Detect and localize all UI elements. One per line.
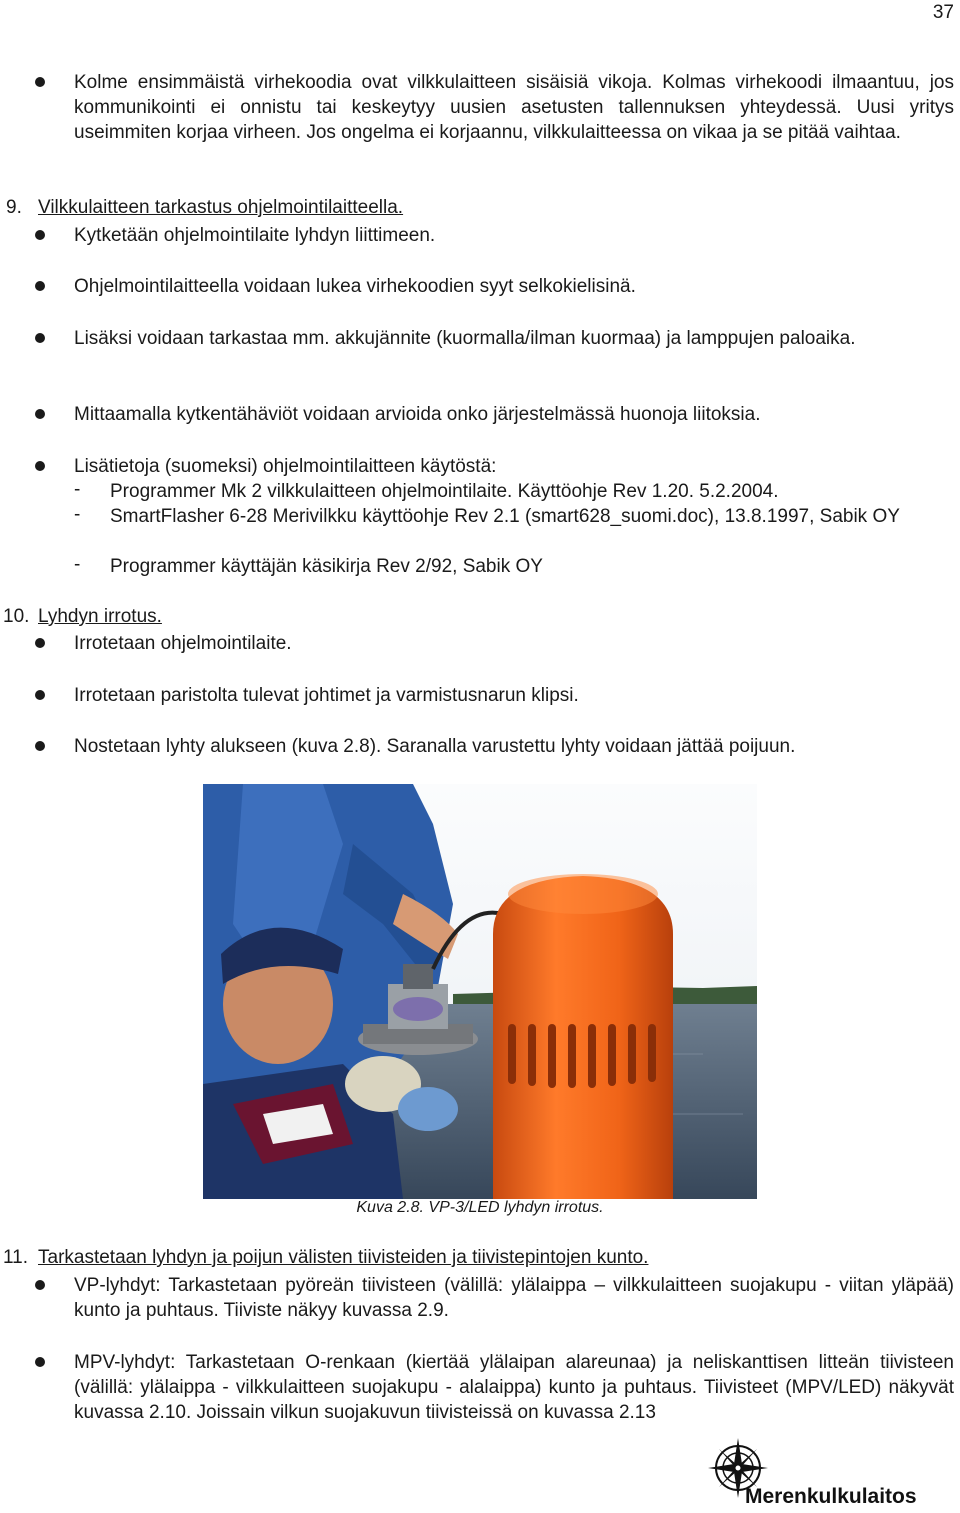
section-10-bullet: Nostetaan lyhty alukseen (kuva 2.8). Saranalla varustettu lyhty voidaan jättää poijuun. xyxy=(74,736,796,757)
logo-wordmark: Merenkulkulaitos xyxy=(745,1485,917,1508)
section-11-bullet: MPV-lyhdyt: Tarkastetaan O-renkaan (kiertää ylälaipan alareunaa) ja neliskanttisen litteän tiivisteen (välillä: ylälaippa - vilkkulaitteen suojakupu - alalaippa) kunto ja puhtaus. Tiivisteet (MPV/LED) näkyvät kuvassa 2.10. Joissain vilkun suojakuvun tiivisteissä on kuvassa 2.13 xyxy=(74,1352,954,1423)
section-10-heading: Lyhdyn irrotus. xyxy=(38,606,162,627)
bullet-dot xyxy=(35,1280,45,1290)
reference-item: SmartFlasher 6-28 Merivilkku käyttöohje Rev 2.1 (smart628_suomi.doc), 13.8.1997, Sabik OY xyxy=(110,506,900,527)
dash-marker: - xyxy=(74,504,81,525)
section-11-heading: Tarkastetaan lyhdyn ja poijun välisten tiivisteiden ja tiivistepintojen kunto. xyxy=(38,1247,649,1268)
section-10-bullet: Irrotetaan paristolta tulevat johtimet ja varmistusnarun klipsi. xyxy=(74,685,579,706)
section-9-bullet: Lisätietoja (suomeksi) ohjelmointilaitteen käytöstä: xyxy=(74,456,497,477)
bullet-dot xyxy=(35,1357,45,1367)
section-9-number: 9. xyxy=(6,197,22,218)
section-11-number: 11. xyxy=(3,1247,29,1268)
bullet-dot xyxy=(35,77,45,87)
bullet-dot xyxy=(35,230,45,240)
bullet-dot xyxy=(35,690,45,700)
bullet-dot xyxy=(35,461,45,471)
bullet-dot xyxy=(35,409,45,419)
section-9-bullet: Lisäksi voidaan tarkastaa mm. akkujännite (kuormalla/ilman kuormaa) ja lamppujen paloaika. xyxy=(74,328,856,349)
section-9-heading: Vilkkulaitteen tarkastus ohjelmointilaitteella. xyxy=(38,197,404,218)
section-9-bullet: Kytketään ohjelmointilaite lyhdyn liittimeen. xyxy=(74,225,436,246)
buoy-lantern-photo xyxy=(203,784,757,1199)
bullet-dot xyxy=(35,638,45,648)
bullet-dot xyxy=(35,281,45,291)
section-10-number: 10. xyxy=(3,606,30,627)
reference-item: Programmer käyttäjän käsikirja Rev 2/92, Sabik OY xyxy=(110,556,543,577)
section-9-bullet: Ohjelmointilaitteella voidaan lukea virhekoodien syyt selkokielisinä. xyxy=(74,276,636,297)
section-10-bullet: Irrotetaan ohjelmointilaite. xyxy=(74,633,292,654)
figure-caption: Kuva 2.8. VP-3/LED lyhdyn irrotus. xyxy=(356,1199,604,1216)
merenkulkulaitos-logo xyxy=(705,1435,950,1507)
section-11-bullet: VP-lyhdyt: Tarkastetaan pyöreän tiivisteen (välillä: ylälaippa – vilkkulaitteen suojakupu - viitan yläpää) kunto ja puhtaus. Tiiviste näkyy kuvassa 2.9. xyxy=(74,1275,954,1321)
bullet-dot xyxy=(35,333,45,343)
page-number: 37 xyxy=(932,2,954,23)
dash-marker: - xyxy=(74,479,81,500)
bullet-dot xyxy=(35,741,45,751)
dash-marker: - xyxy=(74,554,81,575)
reference-item: Programmer Mk 2 vilkkulaitteen ohjelmointilaite. Käyttöohje Rev 1.20. 5.2.2004. xyxy=(110,481,779,502)
section-9-bullet: Mittaamalla kytkentähäviöt voidaan arvioida onko järjestelmässä huonoja liitoksia. xyxy=(74,404,761,425)
intro-paragraph: Kolme ensimmäistä virhekoodia ovat vilkkulaitteen sisäisiä vikoja. Kolmas virhekoodi ilmaantuu, jos kommunikointi ei onnistu tai keskeytyy uusien asetusten tallennuksen yhteydessä. Uusi yritys useimmiten korjaa virheen. Jos ongelma ei korjaannu, vilkkulaitteessa on vikaa ja se pitää vaihtaa. xyxy=(74,72,954,143)
